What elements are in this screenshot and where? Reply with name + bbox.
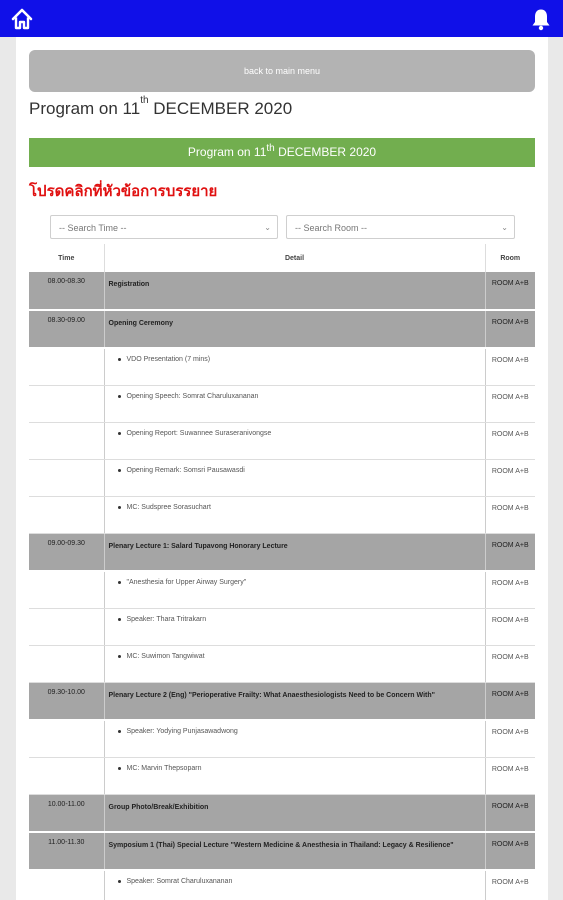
time-cell <box>29 348 104 385</box>
room-cell: ROOM A+B <box>485 496 535 533</box>
time-cell <box>29 496 104 533</box>
time-cell: 09.00-09.30 <box>29 533 104 571</box>
room-cell: ROOM A+B <box>485 832 535 870</box>
session-item-row <box>29 422 535 459</box>
room-cell: ROOM A+B <box>485 385 535 422</box>
time-cell <box>29 422 104 459</box>
detail-cell: Speaker: Yodying Punjasawadwong <box>104 720 485 757</box>
room-cell: ROOM A+B <box>485 422 535 459</box>
chevron-down-icon: ⌄ <box>264 223 271 232</box>
click-topic-note: โปรดคลิกที่หัวข้อการบรรยาย <box>29 182 218 200</box>
room-cell: ROOM A+B <box>485 682 535 720</box>
time-cell <box>29 385 104 422</box>
room-cell: ROOM A+B <box>485 720 535 757</box>
page-title: Program on 11th DECEMBER 2020 <box>29 95 293 118</box>
detail-cell: Symposium 1 (Thai) Special Lecture "Western Medicine & Anesthesia in Thailand: Legacy & Resilience" <box>104 832 485 870</box>
schedule-table <box>29 244 535 900</box>
time-cell <box>29 459 104 496</box>
session-item-row <box>29 608 535 645</box>
back-to-main-menu-button[interactable]: back to main menu <box>29 50 535 92</box>
session-row[interactable] <box>29 272 535 310</box>
home-icon[interactable] <box>10 7 34 31</box>
detail-cell: Speaker: Somrat Charuluxananan <box>104 870 485 900</box>
detail-cell: "Anesthesia for Upper Airway Surgery" <box>104 571 485 608</box>
session-row[interactable] <box>29 533 535 571</box>
detail-cell: Speaker: Thara Tritrakarn <box>104 608 485 645</box>
time-cell <box>29 720 104 757</box>
room-cell: ROOM A+B <box>485 533 535 571</box>
session-item-row <box>29 496 535 533</box>
session-item-row <box>29 571 535 608</box>
search-time-select[interactable]: -- Search Time -- ⌄ <box>50 215 278 239</box>
session-row[interactable] <box>29 794 535 832</box>
chevron-down-icon: ⌄ <box>501 223 508 232</box>
time-cell <box>29 608 104 645</box>
detail-cell: Opening Remark: Somsri Pausawasdi <box>104 459 485 496</box>
detail-cell: MC: Marvin Thepsoparn <box>104 757 485 794</box>
detail-cell: Opening Report: Suwannee Suraseranivongse <box>104 422 485 459</box>
room-cell: ROOM A+B <box>485 310 535 348</box>
time-cell: 11.00-11.30 <box>29 832 104 870</box>
session-item-row <box>29 645 535 682</box>
session-row[interactable] <box>29 832 535 870</box>
session-row[interactable] <box>29 310 535 348</box>
column-header-time: Time <box>29 244 104 272</box>
session-item-row <box>29 870 535 900</box>
time-cell <box>29 571 104 608</box>
detail-cell: Opening Speech: Somrat Charuluxananan <box>104 385 485 422</box>
detail-cell: Group Photo/Break/Exhibition <box>104 794 485 832</box>
column-header-detail: Detail <box>104 244 485 272</box>
detail-cell: Opening Ceremony <box>104 310 485 348</box>
time-cell <box>29 645 104 682</box>
search-room-select[interactable]: -- Search Room -- ⌄ <box>286 215 515 239</box>
time-cell <box>29 870 104 900</box>
detail-cell: MC: Suwimon Tangwiwat <box>104 645 485 682</box>
time-cell: 09.30-10.00 <box>29 682 104 720</box>
time-cell: 10.00-11.00 <box>29 794 104 832</box>
session-item-row <box>29 720 535 757</box>
session-item-row <box>29 757 535 794</box>
detail-cell: VDO Presentation (7 mins) <box>104 348 485 385</box>
time-cell: 08.30-09.00 <box>29 310 104 348</box>
column-header-room: Room <box>485 244 535 272</box>
time-cell: 08.00-08.30 <box>29 272 104 310</box>
program-date-bar[interactable]: Program on 11th DECEMBER 2020 <box>29 138 535 167</box>
room-cell: ROOM A+B <box>485 757 535 794</box>
time-cell <box>29 757 104 794</box>
room-cell: ROOM A+B <box>485 870 535 900</box>
room-cell: ROOM A+B <box>485 608 535 645</box>
session-item-row <box>29 385 535 422</box>
room-cell: ROOM A+B <box>485 348 535 385</box>
session-item-row <box>29 459 535 496</box>
room-cell: ROOM A+B <box>485 794 535 832</box>
room-cell: ROOM A+B <box>485 571 535 608</box>
detail-cell: Registration <box>104 272 485 310</box>
program-page <box>16 37 548 900</box>
session-row[interactable] <box>29 682 535 720</box>
detail-cell: Plenary Lecture 2 (Eng) "Perioperative Frailty: What Anaesthesiologists Need to be Concern With" <box>104 682 485 720</box>
session-item-row <box>29 348 535 385</box>
room-cell: ROOM A+B <box>485 459 535 496</box>
top-bar <box>0 0 563 37</box>
room-cell: ROOM A+B <box>485 272 535 310</box>
bell-icon[interactable] <box>529 7 553 31</box>
detail-cell: Plenary Lecture 1: Salard Tupavong Honorary Lecture <box>104 533 485 571</box>
detail-cell: MC: Sudspree Sorasuchart <box>104 496 485 533</box>
room-cell: ROOM A+B <box>485 645 535 682</box>
